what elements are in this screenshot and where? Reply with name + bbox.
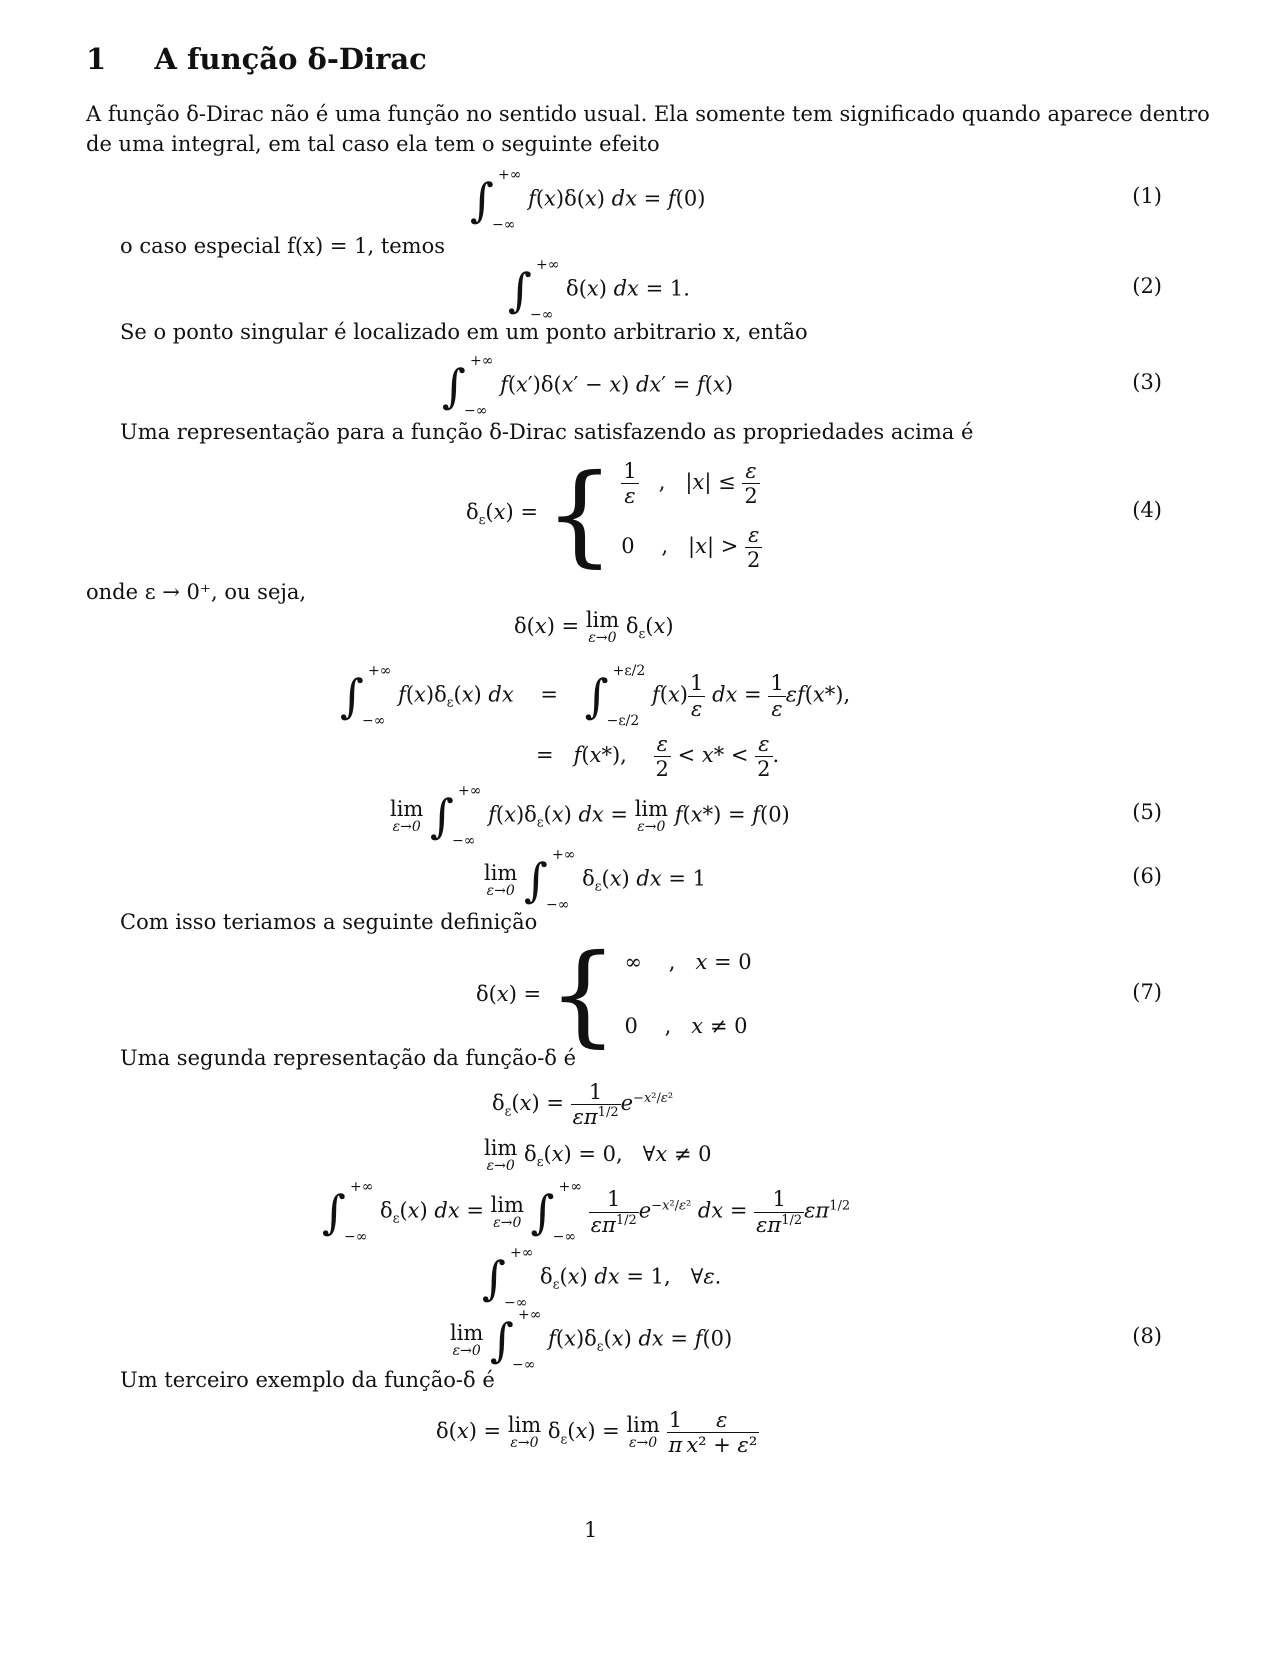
- equation-number-2: (2): [1132, 274, 1162, 298]
- equation-gaussian-normalization: ∫ +∞ −∞ $\delta_\varepsilon(x)$ dx = 1, ∀ε.: [482, 1245, 722, 1311]
- equation-2: ∫ +∞ −∞ δ(x) dx = 1.: [508, 257, 690, 323]
- paragraph-4: Uma representação para a função δ-Dirac satisfazendo as propriedades acima é: [120, 420, 974, 444]
- equation-gaussian-integral: ∫ +∞ −∞ $\delta_\varepsilon(x)$ dx = lim ε→0 ∫ +∞ −∞ $\frac{1}{\varepsilon\pi^{1/2}}$ $e^{-x^2/\varepsilon^2}$ dx = $\frac{1}{\varepsilon\pi^{1/2}}$ $\varepsilon\pi^{1/2}$: [322, 1179, 851, 1245]
- equation-derivation-line-2: = f(x*), $\frac{\varepsilon}{2}$ < x* < $\frac{\varepsilon}{2}$ .: [536, 732, 780, 782]
- equation-gaussian-limit: lim ε→0 $\delta_\varepsilon(x) = 0$, ∀x ≠ 0: [484, 1136, 712, 1174]
- section-number: 1: [86, 42, 107, 76]
- equation-number-1: (1): [1132, 184, 1162, 208]
- equation-lorentzian: δ(x) = lim ε→0 $\delta_\varepsilon(x) = \lim$ ε→0 $\frac{1}{\pi}$ $\frac{\varepsilon}{\text{x² + ε²}}$: [436, 1408, 758, 1458]
- equation-number-3: (3): [1132, 370, 1162, 394]
- equation-7: δ(x) = { ∞ , x = 0 0 , x ≠ 0: [476, 930, 752, 1058]
- page-number: 1: [584, 1518, 598, 1542]
- paragraph-6: Com isso teriamos a seguinte definição: [120, 910, 538, 934]
- equation-number-7: (7): [1132, 980, 1162, 1004]
- integral-sign: ∫: [470, 173, 494, 227]
- equation-5: lim ε→0 ∫ +∞ −∞ $f(x)\delta_\varepsilon(x)$ dx = lim ε→0 f(x*) = f(0): [390, 783, 790, 849]
- paragraph-2: o caso especial f(x) = 1, temos: [120, 234, 446, 258]
- equation-6: lim ε→0 ∫ +∞ −∞ $\delta_\varepsilon(x)$ dx = 1: [484, 847, 707, 913]
- section-title: A função δ-Dirac: [154, 42, 427, 76]
- paragraph-7: Uma segunda representação da função-δ é: [120, 1046, 577, 1070]
- paragraph-1-line-2: de uma integral, em tal caso ela tem o seguinte efeito: [86, 132, 660, 156]
- equation-3: ∫ +∞ −∞ f(x′)δ(x′ − x) dx′ = f(x): [442, 353, 734, 419]
- equation-gaussian: $\delta_\varepsilon(x)$ = $\frac{1}{\varepsilon\pi^{1/2}}$ $e^{-x^2/\varepsilon^2}$: [492, 1080, 674, 1130]
- paragraph-8: Um terceiro exemplo da função-δ é: [120, 1368, 495, 1392]
- section-heading: [86, 42, 427, 76]
- paragraph-3: Se o ponto singular é localizado em um ponto arbitrario x, então: [120, 320, 808, 344]
- equation-8: lim ε→0 ∫ +∞ −∞ $f(x)\delta_\varepsilon(x)$ dx = f(0): [450, 1307, 733, 1373]
- equation-number-8: (8): [1132, 1324, 1162, 1348]
- equation-1: ∫ +∞ −∞ f(x)δ(x) dx = f(0): [470, 167, 706, 233]
- paragraph-5: onde ε → 0⁺, ou seja,: [86, 580, 307, 604]
- equation-number-4: (4): [1132, 498, 1162, 522]
- paragraph-1-line-1: A função δ-Dirac não é uma função no sentido usual. Ela somente tem significado quando aparece dentro: [86, 102, 1210, 126]
- equation-delta-limit: δ(x) = lim ε→0 $\delta_\varepsilon(x)$: [514, 608, 674, 646]
- equation-derivation-line-1: ∫ +∞ −∞ $f(x)\delta_\varepsilon(x)$ dx = ∫ +ε/2 −ε/2 f(x) $\frac{1}{\varepsilon}$ dx = $\frac{1}{\varepsilon}$ εf(x*),: [340, 663, 851, 729]
- equation-number-6: (6): [1132, 864, 1162, 888]
- integral-limits: +∞ −∞: [491, 167, 522, 233]
- equation-number-5: (5): [1132, 800, 1162, 824]
- equation-4: $\delta_\varepsilon(x)$ = { $\frac{1}{\varepsilon}$ , |x| ≤ $\frac{\varepsilon}{2}$ 0 , |x| > $\frac{\varepsilon}{2}$: [466, 450, 761, 578]
